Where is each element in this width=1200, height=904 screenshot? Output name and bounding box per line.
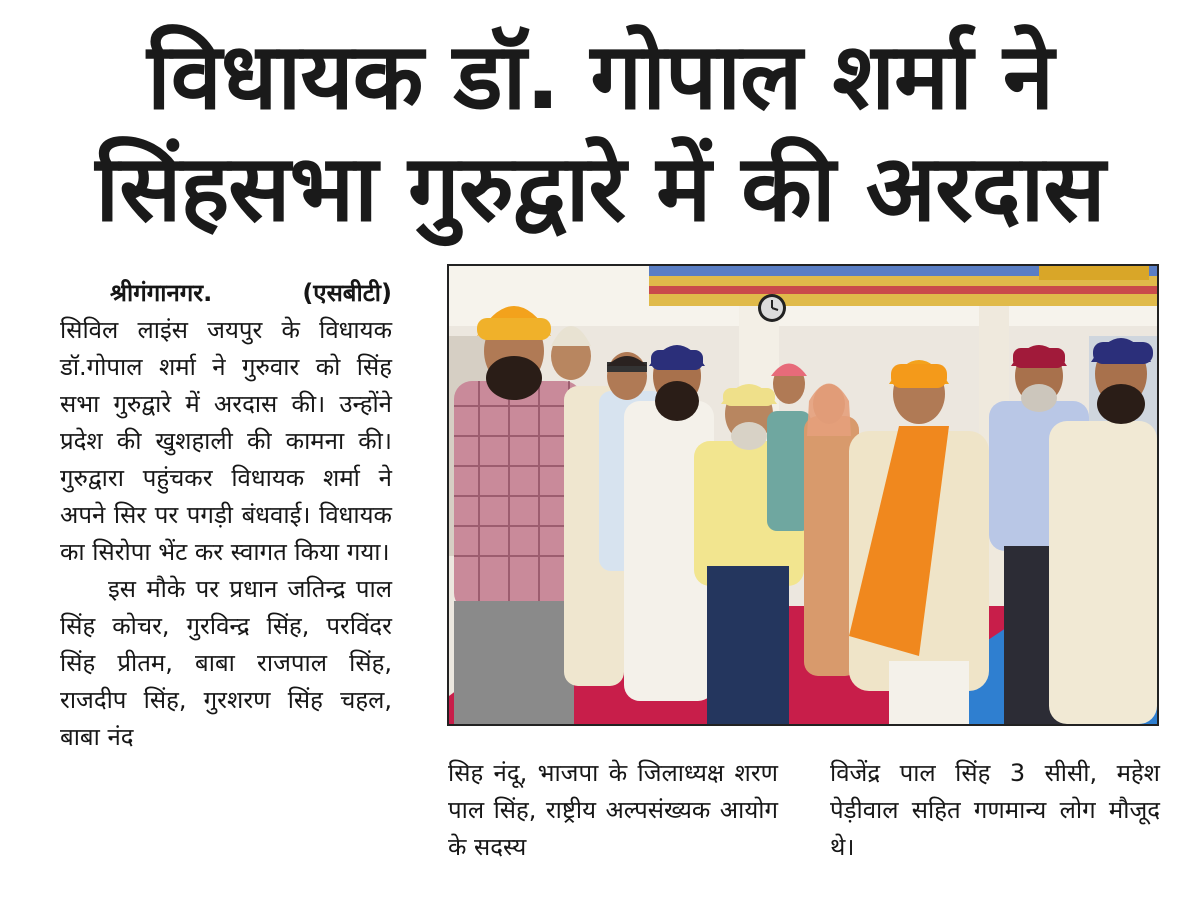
news-photo bbox=[447, 264, 1159, 726]
article-column-2: सिह नंदू, भाजपा के जिलाध्यक्ष शरण पाल सिंह, राष्ट्रीय अल्पसंख्यक आयोग के सदस्य bbox=[448, 759, 778, 861]
headline-line-1: विधायक डॉ. गोपाल शर्मा ने bbox=[146, 23, 1054, 130]
photo-illustration bbox=[449, 266, 1157, 724]
article-column-3: विजेंद्र पाल सिंह 3 सीसी, महेश पेड़ीवाल सहित गणमान्य लोग मौजूद थे। bbox=[830, 759, 1160, 861]
article-column-1 bbox=[60, 275, 392, 756]
paragraph-1: सिविल लाइंस जयपुर के विधायक डॉ.गोपाल शर्मा ने गुरुवार को सिंह सभा गुरुद्वारे में अरदास की। उन्होंने प्रदेश की खुशहाली की कामना की। गुरुद्वारा पहुंचकर विधायक शर्मा ने अपने सिर पर पगड़ी बंधवाई। विधायक का सिरोपा भेंट कर स्वागत किया गया। bbox=[60, 316, 392, 566]
paragraph-2: इस मौके पर प्रधान जतिन्द्र पाल सिंह कोचर, गुरविन्द्र सिंह, परविंदर सिंह प्रीतम, बाबा राजपाल सिंह, राजदीप सिंह, गुरशरण सिंह चहल, बाबा नंद bbox=[60, 575, 392, 751]
dateline bbox=[60, 275, 392, 312]
dateline-agency: (एसबीटी) bbox=[302, 279, 392, 307]
headline-line-2: सिंहसभा गुरुद्वारे में की अरदास bbox=[95, 135, 1105, 242]
dateline-place: श्रीगंगानगर. bbox=[110, 279, 213, 307]
decorative-tile-band bbox=[649, 266, 1157, 306]
wall-clock bbox=[758, 294, 786, 322]
